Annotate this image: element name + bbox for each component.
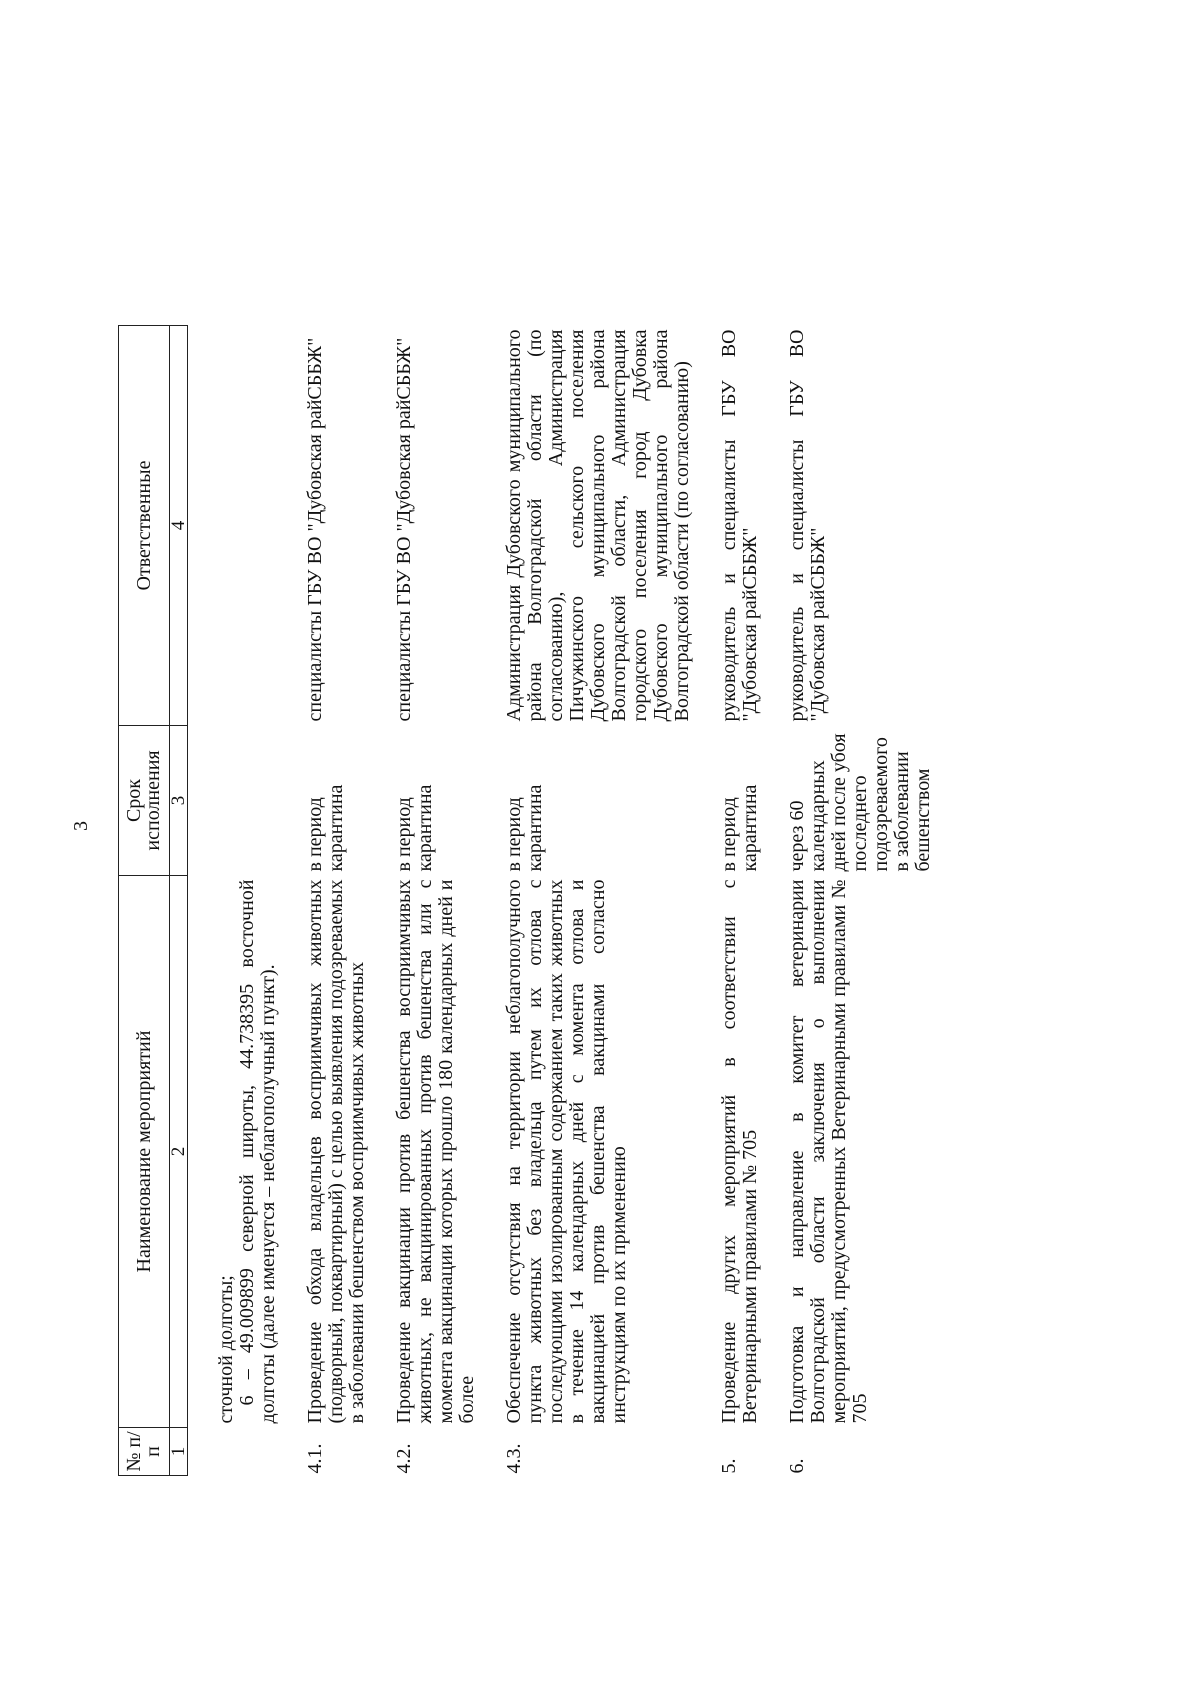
row-name xyxy=(188,876,306,1428)
row-deadline: в период карантина xyxy=(393,784,436,872)
table-row xyxy=(504,326,719,1476)
row-name: Подготовка и направление в комитет ветеринарии Волгоградской области заключения о выполнении мероприятий, предусмотренных Ветеринарными правилами № 705 xyxy=(786,879,871,1424)
continuation-text: 6 – 49.009899 северной широты, 44.738395 восточной долготы (далее именуется – неблагополучный пункт). xyxy=(236,879,279,1424)
row-responsible: специалисты ГБУ ВО "Дубовская райСББЖ" xyxy=(393,337,415,722)
measures-table xyxy=(118,325,960,1476)
row-responsible: руководитель и специалисты ГБУ ВО "Дубовская райСББЖ" xyxy=(786,329,829,722)
table-row xyxy=(394,326,504,1476)
column-number-row xyxy=(170,326,188,1476)
row-deadline: в период карантина xyxy=(718,784,761,872)
table-row xyxy=(305,326,394,1476)
row-name: Проведение вакцинации против бешенства восприимчивых животных, не вакцинированных против бешенства или с момента вакцинации которых прошло 180 календарных дней и более xyxy=(393,879,478,1424)
header-num: № п/п xyxy=(119,1428,170,1476)
table-row xyxy=(719,326,787,1476)
row-number: 4.2. xyxy=(393,1443,415,1474)
column-number: 3 xyxy=(170,726,188,876)
row-deadline: в период карантина xyxy=(304,784,347,872)
table-row xyxy=(787,326,960,1476)
row-name: Проведение обхода владельцев восприимчивых животных (подворный, поквартирный) с целью выявления подозреваемых в заболевании бешенством восприимчивых животных xyxy=(304,879,368,1424)
row-deadline: через 60 календарных дней после убоя последнего подозреваемого в заболевании бешенством xyxy=(786,733,934,872)
row-number: 4.3. xyxy=(503,1443,525,1474)
column-number: 2 xyxy=(170,876,188,1428)
row-number xyxy=(188,1428,306,1476)
row-name: Обеспечение отсутствия на территории неблагополучного пункта животных без владельца путем их отлова с последующими изолированным содержанием таких животных в течение 14 календарных дней с момента отлова и вакцинацией против бешенства вакцинами согласно инструкциям по их применению xyxy=(503,879,630,1424)
page-number: 3 xyxy=(70,821,92,831)
header-deadline: Срок исполнения xyxy=(119,726,170,876)
column-number: 4 xyxy=(170,326,188,726)
column-number: 1 xyxy=(170,1428,188,1476)
row-number: 4.1. xyxy=(304,1443,326,1474)
row-responsible: Администрация Дубовского муниципального района Волгоградской области (по согласованию), Администрация Пичужинского сельского поселения Дубовского муниципального района Волгоградской области, Администрация городского поселения город Дубовка Дубовского муниципального района Волгоградской области (по согласованию) xyxy=(503,329,693,722)
continuation-line: сточной долготы; xyxy=(215,1275,237,1424)
table-row-continuation xyxy=(188,326,306,1476)
row-deadline: в период карантина xyxy=(503,784,546,872)
table-header-row xyxy=(119,326,170,1476)
row-number: 6. xyxy=(786,1458,808,1474)
header-responsible: Ответственные xyxy=(119,326,170,726)
row-responsible: руководитель и специалисты ГБУ ВО "Дубовская райСББЖ" xyxy=(718,329,761,722)
header-name: Наименование мероприятий xyxy=(119,876,170,1428)
row-name: Проведение других мероприятий в соответствии с Ветеринарными правилами № 705 xyxy=(718,879,761,1424)
row-responsible xyxy=(188,326,306,726)
row-responsible: специалисты ГБУ ВО "Дубовская райСББЖ" xyxy=(304,337,326,722)
row-deadline xyxy=(188,726,306,876)
row-number: 5. xyxy=(718,1458,740,1474)
